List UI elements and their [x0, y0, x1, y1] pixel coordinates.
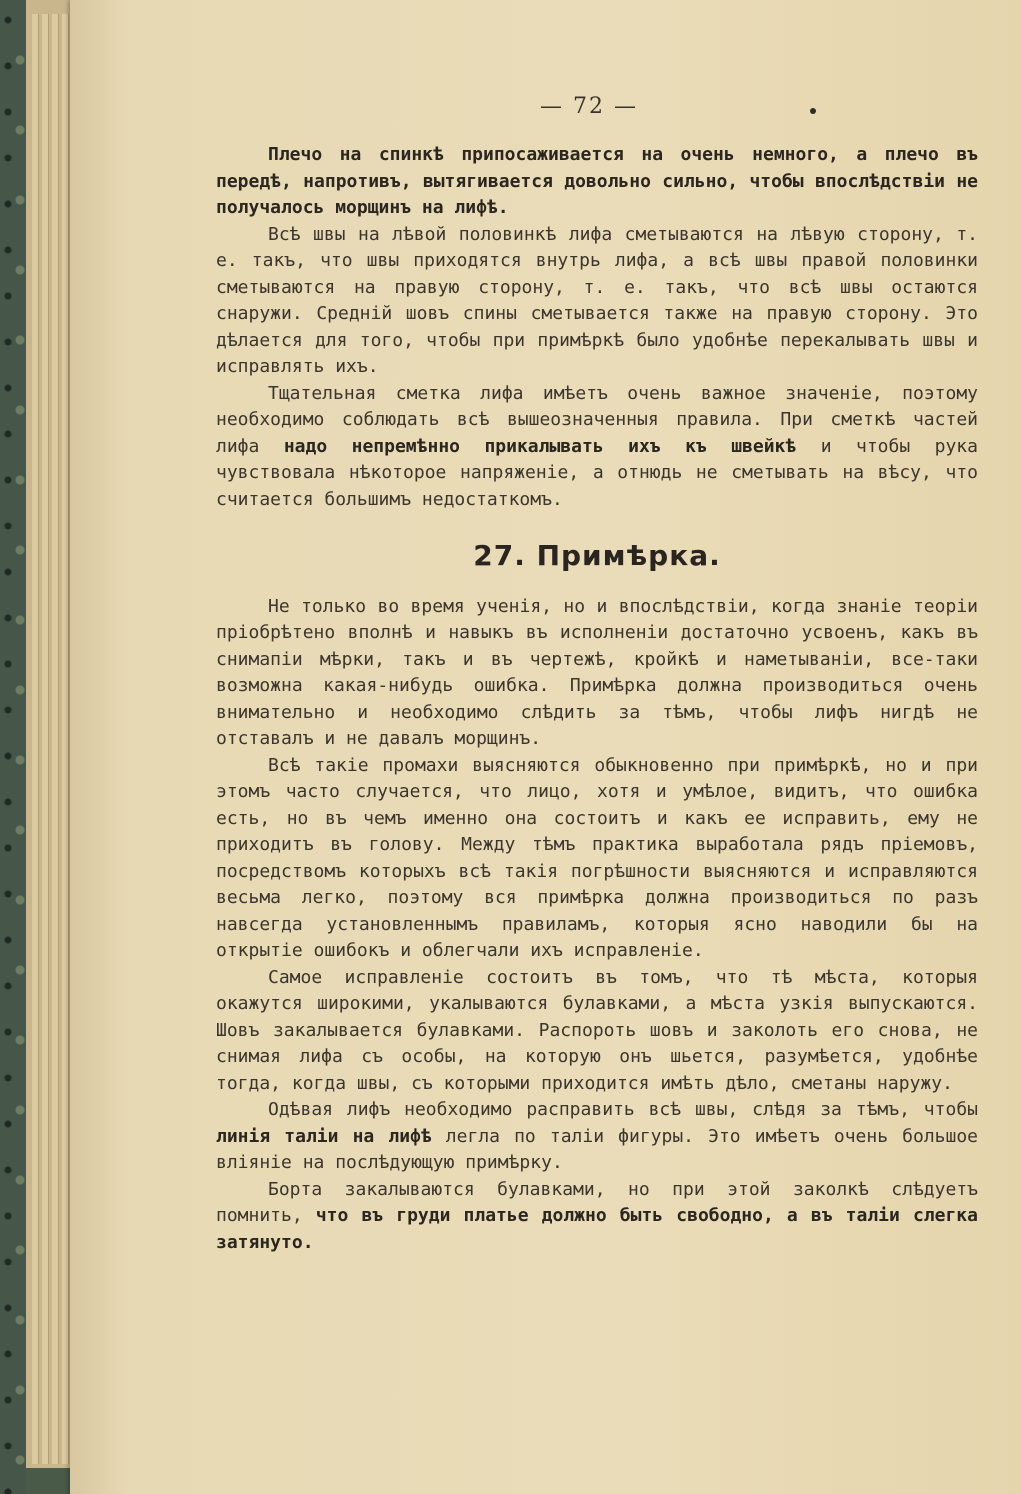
paragraph-3: [216, 381, 978, 514]
paragraph-1: [216, 142, 978, 222]
page-edge: [62, 14, 69, 1464]
paragraph-2: Всѣ швы на лѣвой половинкѣ лифа сметываются на лѣвую сторону, т. е. такъ, что швы приходятся внутрь лифа, а всѣ швы правой половинки сметываются на правую сторону, т. е. такъ, что всѣ швы остаются снаружи. Средній шовъ спины сметывается также на правую сторону. Это дѣлается для того, чтобы при примѣркѣ было удобнѣе перекалывать швы и исправлять ихъ.: [216, 223, 978, 377]
text-span: и чтобы рука чувствовала нѣкоторое напряженіе, а отнюдь не сметывать на вѣсу, что считается большимъ недостаткомъ.: [216, 435, 978, 510]
bold-text: что въ груди платье должно быть свободно, а въ таліи слегка затянуто.: [216, 1205, 978, 1253]
text-span: Борта закалываются булавками, но при этой заколкѣ слѣдуетъ помнить,: [216, 1178, 978, 1226]
page-number: — 72 —: [540, 94, 638, 119]
page-edge: [42, 14, 49, 1464]
page-text: [216, 142, 978, 1256]
bold-text: линія таліи на лифѣ: [216, 1125, 432, 1147]
bold-text: Плечо на спинкѣ припосаживается на очень немного, а плечо въ передѣ, напротивъ, вытягивается довольно сильно, чтобы впослѣдствіи не получалось морщинъ на лифѣ.: [216, 144, 978, 218]
text-span: Одѣвая лифъ необходимо расправить всѣ швы, слѣдя за тѣмъ, чтобы: [268, 1099, 978, 1120]
text-span: Тщательная сметка лифа имѣетъ очень важное значеніе, поэтому необходимо соблюдать всѣ вышеозначенныя правила. При сметкѣ частей лифа: [216, 382, 978, 457]
section-paragraph-1: Не только во время ученія, но и впослѣдствіи, когда знаніе теоріи пріобрѣтено вполнѣ и навыкъ въ исполненіи достаточно усвоенъ, какъ въ снимапіи мѣрки, такъ и въ чертежѣ, кройкѣ и наметываніи, все-таки возможна какая-нибудь ошибка. Примѣрка должна производиться очень внимательно и необходимо слѣдить за тѣмъ, чтобы лифъ нигдѣ не отставалъ и не давалъ морщинъ.: [216, 595, 978, 749]
bold-text: надо непремѣнно прикалывать ихъ къ швейкѣ: [283, 435, 797, 457]
page-edge: [52, 14, 59, 1464]
section-paragraph-5: [216, 1177, 978, 1257]
ink-dot: [810, 108, 816, 114]
text-span: легла по таліи фигуры. Это имѣетъ очень большое вліяніе на послѣдующую примѣрку.: [216, 1125, 978, 1173]
section-heading: 27. Примѣрка.: [473, 539, 721, 572]
section-paragraph-4: [216, 1097, 978, 1177]
section-paragraph-3: Самое исправленіе состоитъ въ томъ, что тѣ мѣста, которыя окажутся широкими, укалываются булавками, а мѣста узкія выпускаются. Шовъ закалывается булавками. Распороть шовъ и заколоть его снова, не снимая лифа съ особы, на которую онъ шьется, разумѣется, удобнѣе тогда, когда швы, съ которыми приходится имѣть дѣло, сметаны наружу.: [216, 966, 978, 1094]
page-edge: [32, 14, 39, 1464]
section-paragraph-2: Всѣ такіе промахи выясняются обыкновенно при примѣркѣ, но и при этомъ часто случается, что лицо, хотя и умѣлое, видитъ, что ошибка есть, но въ чемъ именно она состоитъ и какъ ее исправить, ему не приходитъ въ голову. Между тѣмъ практика выработала рядъ пріемовъ, посредствомъ которыхъ всѣ такія погрѣшности выясняются и исправляются весьма легко, поэтому вся примѣрка должна производиться по разъ навсегда установленнымъ правиламъ, которыя ясно наводили бы на открытіе ошибокъ и облегчали ихъ исправленіе.: [216, 754, 978, 961]
